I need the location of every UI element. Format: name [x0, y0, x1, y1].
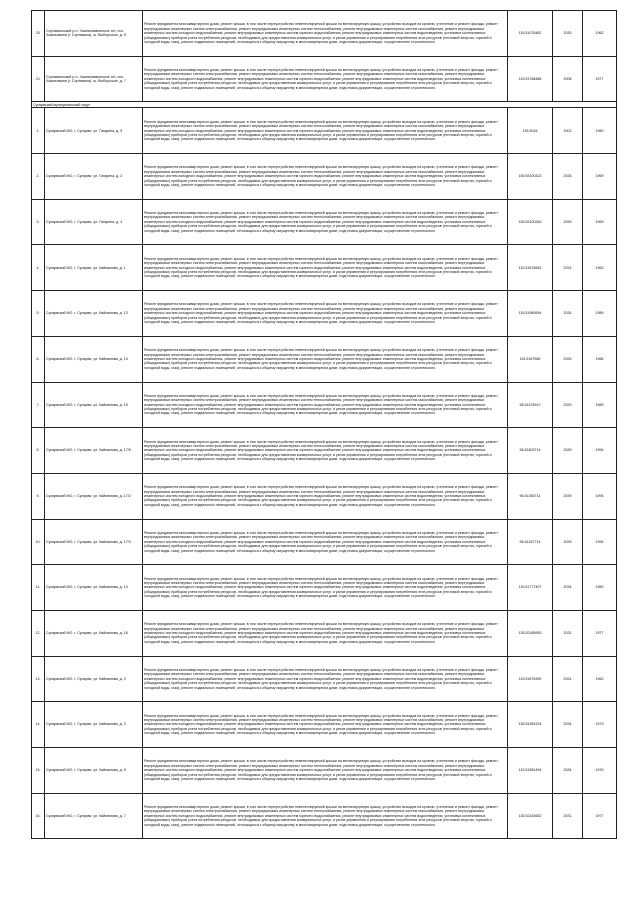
- cadastral-value-cell: 115.51777407: [508, 565, 553, 611]
- cadastral-value-cell: 115.5167566: [508, 336, 553, 382]
- works-description-cell: Ремонт фундамента многоквартирного дома, ремонт крыши, в том числе переустройство невентилируемой крыши на вентилируемую крышу, устройство выходов на кровлю, утепление и ремонт фасада, ремонт внутридомовых инженерных систем электроснабжения, ремонт внутридомовых инженерных систем теплоснабжения, ремонт внутридомовых инженерных систем газоснабжения, ремонт внутридомовых инженерных систем холодного водоснабжения, ремонт внутридомовых инженерных систем горячего водоснабжения, ремонт внутридомовых инженерных систем водоотведения, установка коллективных (общедомовых) приборов учета потребления ресурсов, необходимых для предоставления коммунальных услуг, и узлов управления и регулирования потребления этих ресурсов (тепловой энергии, горячей и холодной воды, газа), ремонт подвальных помещений, относящихся к общему имуществу в многоквартирном доме, подготовка документации, осуществление строительного: [143, 519, 508, 565]
- row-number: 13.: [32, 656, 45, 702]
- cadastral-value-cell: 155.53100323: [508, 154, 553, 200]
- document-page: [31, 10, 616, 839]
- planned-year-cell: 2029: [553, 382, 583, 428]
- address-cell: Суоярвский МО, г. Суоярви, ул. Кайманова, д. 14: [45, 565, 143, 611]
- address-cell: Суоярвский МО, г. Суоярви, ул. Кайманова, д. 13: [45, 291, 143, 337]
- row-number: 4.: [32, 245, 45, 291]
- works-description-cell: Ремонт фундамента многоквартирного дома, ремонт крыши, в том числе переустройство невентилируемой крыши на вентилируемую крышу, устройство выходов на кровлю, утепление и ремонт фасада, ремонт внутридомовых инженерных систем электроснабжения, ремонт внутридомовых инженерных систем теплоснабжения, ремонт внутридомовых инженерных систем газоснабжения, ремонт внутридомовых инженерных систем холодного водоснабжения, ремонт внутридомовых инженерных систем горячего водоснабжения, ремонт внутридомовых инженерных систем водоотведения, установка коллективных (общедомовых) приборов учета потребления ресурсов, необходимых для предоставления коммунальных услуг, и узлов управления и регулирования потребления этих ресурсов (тепловой энергии, горячей и холодной воды, газа), ремонт подвальных помещений, относящихся к общему имуществу в многоквартирном доме, подготовка документации, осуществление строительного: [143, 382, 508, 428]
- works-description-cell: Ремонт фундамента многоквартирного дома, ремонт крыши, в том числе переустройство невентилируемой крыши на вентилируемую крышу, устройство выходов на кровлю, утепление и ремонт фасада, ремонт внутридомовых инженерных систем электроснабжения, ремонт внутридомовых инженерных систем теплоснабжения, ремонт внутридомовых инженерных систем газоснабжения, ремонт внутридомовых инженерных систем холодного водоснабжения, ремонт внутридомовых инженерных систем горячего водоснабжения, ремонт внутридомовых инженерных систем водоотведения, установка коллективных (общедомовых) приборов учета потребления ресурсов, необходимых для предоставления коммунальных услуг, и узлов управления и регулирования потребления этих ресурсов (тепловой энергии, горячей и холодной воды, газа), ремонт подвальных помещений, относящихся к общему имуществу в многоквартирном доме, подготовка документации, осуществление строительного: [143, 748, 508, 794]
- cadastral-value-cell: 96.51603714: [508, 428, 553, 474]
- table-row: [32, 702, 617, 748]
- table-row: [32, 793, 617, 839]
- planned-year-cell: 2039: [553, 519, 583, 565]
- address-cell: Суоярвский МО, г. Суоярви, ул. Кайманова, д. 5: [45, 748, 143, 794]
- table-row: [32, 336, 617, 382]
- construction-year-cell: 1962: [583, 656, 617, 702]
- address-cell: Суоярвский МО, г. Суоярви, ул. Кайманова, д. 17/3: [45, 519, 143, 565]
- construction-year-cell: 1966: [583, 336, 617, 382]
- address-cell: Суоярвский МО, г. Суоярви, ул. Кайманова, д. 3: [45, 702, 143, 748]
- construction-year-cell: 1983: [583, 565, 617, 611]
- table-row: [32, 519, 617, 565]
- planned-year-cell: 2026: [553, 199, 583, 245]
- planned-year-cell: 2008: [553, 56, 583, 102]
- planned-year-cell: 2031: [553, 793, 583, 839]
- works-description-cell: Ремонт фундамента многоквартирного дома, ремонт крыши, в том числе переустройство невентилируемой крыши на вентилируемую крышу, устройство выходов на кровлю, утепление и ремонт фасада, ремонт внутридомовых инженерных систем электроснабжения, ремонт внутридомовых инженерных систем теплоснабжения, ремонт внутридомовых инженерных систем газоснабжения, ремонт внутридомовых инженерных систем холодного водоснабжения, ремонт внутридомовых инженерных систем горячего водоснабжения, ремонт внутридомовых инженерных систем водоотведения, установка коллективных (общедомовых) приборов учета потребления ресурсов, необходимых для предоставления коммунальных услуг, и узлов управления и регулирования потребления этих ресурсов (тепловой энергии, горячей и холодной воды, газа), ремонт подвальных помещений, относящихся к общему имуществу в многоквартирном доме, подготовка документации, осуществление строительного: [143, 56, 508, 102]
- table-row: [32, 245, 617, 291]
- table-row: [32, 291, 617, 337]
- table-row: [32, 108, 617, 154]
- row-number: 9.: [32, 473, 45, 519]
- table-row: [32, 56, 617, 102]
- row-number: 14.: [32, 702, 45, 748]
- construction-year-cell: 1977: [583, 610, 617, 656]
- table-body: [32, 11, 617, 839]
- cadastral-value-cell: 96.51265714: [508, 473, 553, 519]
- row-number: 15.: [32, 748, 45, 794]
- row-number: 8.: [32, 428, 45, 474]
- works-description-cell: Ремонт фундамента многоквартирного дома, ремонт крыши, в том числе переустройство невентилируемой крыши на вентилируемую крышу, устройство выходов на кровлю, утепление и ремонт фасада, ремонт внутридомовых инженерных систем электроснабжения, ремонт внутридомовых инженерных систем теплоснабжения, ремонт внутридомовых инженерных систем газоснабжения, ремонт внутридомовых инженерных систем холодного водоснабжения, ремонт внутридомовых инженерных систем горячего водоснабжения, ремонт внутридомовых инженерных систем водоотведения, установка коллективных (общедомовых) приборов учета потребления ресурсов, необходимых для предоставления коммунальных услуг, и узлов управления и регулирования потребления этих ресурсов (тепловой энергии, горячей и холодной воды, газа), ремонт подвальных помещений, относящихся к общему имуществу в многоквартирном доме, подготовка документации, осуществление строительного: [143, 793, 508, 839]
- cadastral-value-cell: 135.5016: [508, 108, 553, 154]
- cadastral-value-cell: 115.51676653: [508, 245, 553, 291]
- row-number: 1.: [32, 108, 45, 154]
- table-row: [32, 610, 617, 656]
- construction-year-cell: 1969: [583, 199, 617, 245]
- table-row: [32, 382, 617, 428]
- row-number: 5.: [32, 291, 45, 337]
- table-row: [32, 154, 617, 200]
- planned-year-cell: 2026: [553, 336, 583, 382]
- table-row: [32, 11, 617, 57]
- table-row: [32, 748, 617, 794]
- works-description-cell: Ремонт фундамента многоквартирного дома, ремонт крыши, в том числе переустройство невентилируемой крыши на вентилируемую крышу, устройство выходов на кровлю, утепление и ремонт фасада, ремонт внутридомовых инженерных систем электроснабжения, ремонт внутридомовых инженерных систем теплоснабжения, ремонт внутридомовых инженерных систем газоснабжения, ремонт внутридомовых инженерных систем холодного водоснабжения, ремонт внутридомовых инженерных систем горячего водоснабжения, ремонт внутридомовых инженерных систем водоотведения, установка коллективных (общедомовых) приборов учета потребления ресурсов, необходимых для предоставления коммунальных услуг, и узлов управления и регулирования потребления этих ресурсов (тепловой энергии, горячей и холодной воды, газа), ремонт подвальных помещений, относящихся к общему имуществу в многоквартирном доме, подготовка документации, осуществление строительного: [143, 245, 508, 291]
- address-cell: Сортавальский р-н, Хаапалампинское с/п, пос. Хаапалампи (г. Сортавала), ш. Выборгское, д. 5: [45, 11, 143, 57]
- planned-year-cell: 2034: [553, 702, 583, 748]
- address-cell: Суоярвский МО, г. Суоярви, ул. Кайманова, д. 7: [45, 793, 143, 839]
- address-cell: Суоярвский МО, г. Суоярви, ул. Кайманова, д. 13: [45, 336, 143, 382]
- address-cell: Суоярвский МО, г. Суоярви, ул. Кайманова, д. 17/2: [45, 473, 143, 519]
- cadastral-value-cell: 115.51676399: [508, 656, 553, 702]
- table-row: [32, 473, 617, 519]
- address-cell: Суоярвский МО, г. Суоярви, ул. Гагарина, д. 5: [45, 108, 143, 154]
- row-number: 7.: [32, 382, 45, 428]
- cadastral-value-cell: 96.51267714: [508, 519, 553, 565]
- works-description-cell: Ремонт фундамента многоквартирного дома, ремонт крыши, в том числе переустройство невентилируемой крыши на вентилируемую крышу, устройство выходов на кровлю, утепление и ремонт фасада, ремонт внутридомовых инженерных систем электроснабжения, ремонт внутридомовых инженерных систем теплоснабжения, ремонт внутридомовых инженерных систем газоснабжения, ремонт внутридомовых инженерных систем холодного водоснабжения, ремонт внутридомовых инженерных систем горячего водоснабжения, ремонт внутридомовых инженерных систем водоотведения, установка коллективных (общедомовых) приборов учета потребления ресурсов, необходимых для предоставления коммунальных услуг, и узлов управления и регулирования потребления этих ресурсов (тепловой энергии, горячей и холодной воды, газа), ремонт подвальных помещений, относящихся к общему имуществу в многоквартирном доме, подготовка документации, осуществление строительного: [143, 291, 508, 337]
- cadastral-value-cell: 96.51476912: [508, 382, 553, 428]
- address-cell: Суоярвский МО, г. Суоярви, ул. Кайманова, д. 17/5: [45, 428, 143, 474]
- address-cell: Суоярвский МО, г. Суоярви, ул. Кайманова, д. 15: [45, 382, 143, 428]
- construction-year-cell: 1989: [583, 382, 617, 428]
- planned-year-cell: 2039: [553, 473, 583, 519]
- construction-year-cell: 1977: [583, 56, 617, 102]
- row-number: 6.: [32, 336, 45, 382]
- address-cell: Суоярвский МО, г. Суоярви, ул. Кайманова, д. 1: [45, 245, 143, 291]
- construction-year-cell: 1994: [583, 428, 617, 474]
- row-number: 3.: [32, 199, 45, 245]
- planned-year-cell: 2034: [553, 565, 583, 611]
- cadastral-value-cell: 135.51981524: [508, 702, 553, 748]
- works-description-cell: Ремонт фундамента многоквартирного дома, ремонт крыши, в том числе переустройство невентилируемой крыши на вентилируемую крышу, устройство выходов на кровлю, утепление и ремонт фасада, ремонт внутридомовых инженерных систем электроснабжения, ремонт внутридомовых инженерных систем теплоснабжения, ремонт внутридомовых инженерных систем газоснабжения, ремонт внутридомовых инженерных систем холодного водоснабжения, ремонт внутридомовых инженерных систем горячего водоснабжения, ремонт внутридомовых инженерных систем водоотведения, установка коллективных (общедомовых) приборов учета потребления ресурсов, необходимых для предоставления коммунальных услуг, и узлов управления и регулирования потребления этих ресурсов (тепловой энергии, горячей и холодной воды, газа), ремонт подвальных помещений, относящихся к общему имуществу в многоквартирном доме, подготовка документации, осуществление строительного: [143, 199, 508, 245]
- cadastral-value-cell: 115.51768488: [508, 56, 553, 102]
- row-number: 16.: [32, 793, 45, 839]
- works-description-cell: Ремонт фундамента многоквартирного дома, ремонт крыши, в том числе переустройство невентилируемой крыши на вентилируемую крышу, устройство выходов на кровлю, утепление и ремонт фасада, ремонт внутридомовых инженерных систем электроснабжения, ремонт внутридомовых инженерных систем теплоснабжения, ремонт внутридомовых инженерных систем газоснабжения, ремонт внутридомовых инженерных систем холодного водоснабжения, ремонт внутридомовых инженерных систем горячего водоснабжения, ремонт внутридомовых инженерных систем водоотведения, установка коллективных (общедомовых) приборов учета потребления ресурсов, необходимых для предоставления коммунальных услуг, и узлов управления и регулирования потребления этих ресурсов (тепловой энергии, горячей и холодной воды, газа), ремонт подвальных помещений, относящихся к общему имуществу в многоквартирном доме, подготовка документации, осуществление строительного: [143, 656, 508, 702]
- construction-year-cell: 1977: [583, 793, 617, 839]
- row-number: 2.: [32, 154, 45, 200]
- construction-year-cell: 1962: [583, 11, 617, 57]
- capital-repair-table: [31, 10, 617, 839]
- works-description-cell: Ремонт фундамента многоквартирного дома, ремонт крыши, в том числе переустройство невентилируемой крыши на вентилируемую крышу, устройство выходов на кровлю, утепление и ремонт фасада, ремонт внутридомовых инженерных систем электроснабжения, ремонт внутридомовых инженерных систем теплоснабжения, ремонт внутридомовых инженерных систем газоснабжения, ремонт внутридомовых инженерных систем холодного водоснабжения, ремонт внутридомовых инженерных систем горячего водоснабжения, ремонт внутридомовых инженерных систем водоотведения, установка коллективных (общедомовых) приборов учета потребления ресурсов, необходимых для предоставления коммунальных услуг, и узлов управления и регулирования потребления этих ресурсов (тепловой энергии, горячей и холодной воды, газа), ремонт подвальных помещений, относящихся к общему имуществу в многоквартирном доме, подготовка документации, осуществление строительного: [143, 565, 508, 611]
- construction-year-cell: 1969: [583, 154, 617, 200]
- row-number: 21: [32, 56, 45, 102]
- planned-year-cell: 2031: [553, 610, 583, 656]
- works-description-cell: Ремонт фундамента многоквартирного дома, ремонт крыши, в том числе переустройство невентилируемой крыши на вентилируемую крышу, устройство выходов на кровлю, утепление и ремонт фасада, ремонт внутридомовых инженерных систем электроснабжения, ремонт внутридомовых инженерных систем теплоснабжения, ремонт внутридомовых инженерных систем газоснабжения, ремонт внутридомовых инженерных систем холодного водоснабжения, ремонт внутридомовых инженерных систем горячего водоснабжения, ремонт внутридомовых инженерных систем водоотведения, установка коллективных (общедомовых) приборов учета потребления ресурсов, необходимых для предоставления коммунальных услуг, и узлов управления и регулирования потребления этих ресурсов (тепловой энергии, горячей и холодной воды, газа), ремонт подвальных помещений, относящихся к общему имуществу в многоквартирном доме, подготовка документации, осуществление строительного: [143, 702, 508, 748]
- cadastral-value-cell: 115.51078482: [508, 11, 553, 57]
- planned-year-cell: 2002: [553, 108, 583, 154]
- address-cell: Суоярвский МО, г. Суоярви, ул. Кайманова, д. 2: [45, 656, 143, 702]
- cadastral-value-cell: 115.51981494: [508, 748, 553, 794]
- row-number: 20: [32, 11, 45, 57]
- table-row: [32, 428, 617, 474]
- planned-year-cell: 2024: [553, 245, 583, 291]
- works-description-cell: Ремонт фундамента многоквартирного дома, ремонт крыши, в том числе переустройство невентилируемой крыши на вентилируемую крышу, устройство выходов на кровлю, утепление и ремонт фасада, ремонт внутридомовых инженерных систем электроснабжения, ремонт внутридомовых инженерных систем теплоснабжения, ремонт внутридомовых инженерных систем газоснабжения, ремонт внутридомовых инженерных систем холодного водоснабжения, ремонт внутридомовых инженерных систем горячего водоснабжения, ремонт внутридомовых инженерных систем водоотведения, установка коллективных (общедомовых) приборов учета потребления ресурсов, необходимых для предоставления коммунальных услуг, и узлов управления и регулирования потребления этих ресурсов (тепловой энергии, горячей и холодной воды, газа), ремонт подвальных помещений, относящихся к общему имуществу в многоквартирном доме, подготовка документации, осуществление строительного: [143, 336, 508, 382]
- row-number: 11.: [32, 565, 45, 611]
- table-row: [32, 199, 617, 245]
- works-description-cell: Ремонт фундамента многоквартирного дома, ремонт крыши, в том числе переустройство невентилируемой крыши на вентилируемую крышу, устройство выходов на кровлю, утепление и ремонт фасада, ремонт внутридомовых инженерных систем электроснабжения, ремонт внутридомовых инженерных систем теплоснабжения, ремонт внутридомовых инженерных систем газоснабжения, ремонт внутридомовых инженерных систем холодного водоснабжения, ремонт внутридомовых инженерных систем горячего водоснабжения, ремонт внутридомовых инженерных систем водоотведения, установка коллективных (общедомовых) приборов учета потребления ресурсов, необходимых для предоставления коммунальных услуг, и узлов управления и регулирования потребления этих ресурсов (тепловой энергии, горячей и холодной воды, газа), ремонт подвальных помещений, относящихся к общему имуществу в многоквартирном доме, подготовка документации, осуществление строительного: [143, 154, 508, 200]
- planned-year-cell: 2034: [553, 748, 583, 794]
- planned-year-cell: 2034: [553, 291, 583, 337]
- construction-year-cell: 1962: [583, 245, 617, 291]
- planned-year-cell: 2026: [553, 154, 583, 200]
- works-description-cell: Ремонт фундамента многоквартирного дома, ремонт крыши, в том числе переустройство невентилируемой крыши на вентилируемую крышу, устройство выходов на кровлю, утепление и ремонт фасада, ремонт внутридомовых инженерных систем электроснабжения, ремонт внутридомовых инженерных систем теплоснабжения, ремонт внутридомовых инженерных систем газоснабжения, ремонт внутридомовых инженерных систем холодного водоснабжения, ремонт внутридомовых инженерных систем горячего водоснабжения, ремонт внутридомовых инженерных систем водоотведения, установка коллективных (общедомовых) приборов учета потребления ресурсов, необходимых для предоставления коммунальных услуг, и узлов управления и регулирования потребления этих ресурсов (тепловой энергии, горячей и холодной воды, газа), ремонт подвальных помещений, относящихся к общему имуществу в многоквартирном доме, подготовка документации, осуществление строительного: [143, 428, 508, 474]
- planned-year-cell: 2039: [553, 428, 583, 474]
- row-number: 12.: [32, 610, 45, 656]
- table-row: [32, 656, 617, 702]
- cadastral-value-cell: 135.52185953: [508, 610, 553, 656]
- works-description-cell: Ремонт фундамента многоквартирного дома, ремонт крыши, в том числе переустройство невентилируемой крыши на вентилируемую крышу, устройство выходов на кровлю, утепление и ремонт фасада, ремонт внутридомовых инженерных систем электроснабжения, ремонт внутридомовых инженерных систем теплоснабжения, ремонт внутридомовых инженерных систем газоснабжения, ремонт внутридомовых инженерных систем холодного водоснабжения, ремонт внутридомовых инженерных систем горячего водоснабжения, ремонт внутридомовых инженерных систем водоотведения, установка коллективных (общедомовых) приборов учета потребления ресурсов, необходимых для предоставления коммунальных услуг, и узлов управления и регулирования потребления этих ресурсов (тепловой энергии, горячей и холодной воды, газа), ремонт подвальных помещений, относящихся к общему имуществу в многоквартирном доме, подготовка документации, осуществление строительного: [143, 610, 508, 656]
- cadastral-value-cell: 115.51980694: [508, 291, 553, 337]
- cadastral-value-cell: 155.53100345: [508, 199, 553, 245]
- construction-year-cell: 1994: [583, 519, 617, 565]
- address-cell: Суоярвский МО, г. Суоярви, ул. Кайманова, д. 16: [45, 610, 143, 656]
- construction-year-cell: 1976: [583, 748, 617, 794]
- address-cell: Суоярвский МО, г. Суоярви, ул. Гагарина, д. 4: [45, 199, 143, 245]
- planned-year-cell: 2030: [553, 11, 583, 57]
- table-row: [32, 565, 617, 611]
- address-cell: Суоярвский МО, г. Суоярви, ул. Гагарина, д. 2: [45, 154, 143, 200]
- works-description-cell: Ремонт фундамента многоквартирного дома, ремонт крыши, в том числе переустройство невентилируемой крыши на вентилируемую крышу, устройство выходов на кровлю, утепление и ремонт фасада, ремонт внутридомовых инженерных систем электроснабжения, ремонт внутридомовых инженерных систем теплоснабжения, ремонт внутридомовых инженерных систем газоснабжения, ремонт внутридомовых инженерных систем холодного водоснабжения, ремонт внутридомовых инженерных систем горячего водоснабжения, ремонт внутридомовых инженерных систем водоотведения, установка коллективных (общедомовых) приборов учета потребления ресурсов, необходимых для предоставления коммунальных услуг, и узлов управления и регулирования потребления этих ресурсов (тепловой энергии, горячей и холодной воды, газа), ремонт подвальных помещений, относящихся к общему имуществу в многоквартирном доме, подготовка документации, осуществление строительного: [143, 11, 508, 57]
- construction-year-cell: 1989: [583, 291, 617, 337]
- works-description-cell: Ремонт фундамента многоквартирного дома, ремонт крыши, в том числе переустройство невентилируемой крыши на вентилируемую крышу, устройство выходов на кровлю, утепление и ремонт фасада, ремонт внутридомовых инженерных систем электроснабжения, ремонт внутридомовых инженерных систем теплоснабжения, ремонт внутридомовых инженерных систем газоснабжения, ремонт внутридомовых инженерных систем холодного водоснабжения, ремонт внутридомовых инженерных систем горячего водоснабжения, ремонт внутридомовых инженерных систем водоотведения, установка коллективных (общедомовых) приборов учета потребления ресурсов, необходимых для предоставления коммунальных услуг, и узлов управления и регулирования потребления этих ресурсов (тепловой энергии, горячей и холодной воды, газа), ремонт подвальных помещений, относящихся к общему имуществу в многоквартирном доме, подготовка документации, осуществление строительного: [143, 108, 508, 154]
- address-cell: Сортавальский р-н, Хаапалампинское с/п, пос. Хаапалампи (г. Сортавала), ш. Выборгское, д. 7: [45, 56, 143, 102]
- construction-year-cell: 1960: [583, 108, 617, 154]
- construction-year-cell: 1979: [583, 702, 617, 748]
- section-title: Суоярвский муниципальный округ: [32, 102, 617, 108]
- works-description-cell: Ремонт фундамента многоквартирного дома, ремонт крыши, в том числе переустройство невентилируемой крыши на вентилируемую крышу, устройство выходов на кровлю, утепление и ремонт фасада, ремонт внутридомовых инженерных систем электроснабжения, ремонт внутридомовых инженерных систем теплоснабжения, ремонт внутридомовых инженерных систем газоснабжения, ремонт внутридомовых инженерных систем холодного водоснабжения, ремонт внутридомовых инженерных систем горячего водоснабжения, ремонт внутридомовых инженерных систем водоотведения, установка коллективных (общедомовых) приборов учета потребления ресурсов, необходимых для предоставления коммунальных услуг, и узлов управления и регулирования потребления этих ресурсов (тепловой энергии, горячей и холодной воды, газа), ремонт подвальных помещений, относящихся к общему имуществу в многоквартирном доме, подготовка документации, осуществление строительного: [143, 473, 508, 519]
- planned-year-cell: 2024: [553, 656, 583, 702]
- construction-year-cell: 1994: [583, 473, 617, 519]
- cadastral-value-cell: 135.52163652: [508, 793, 553, 839]
- row-number: 10.: [32, 519, 45, 565]
